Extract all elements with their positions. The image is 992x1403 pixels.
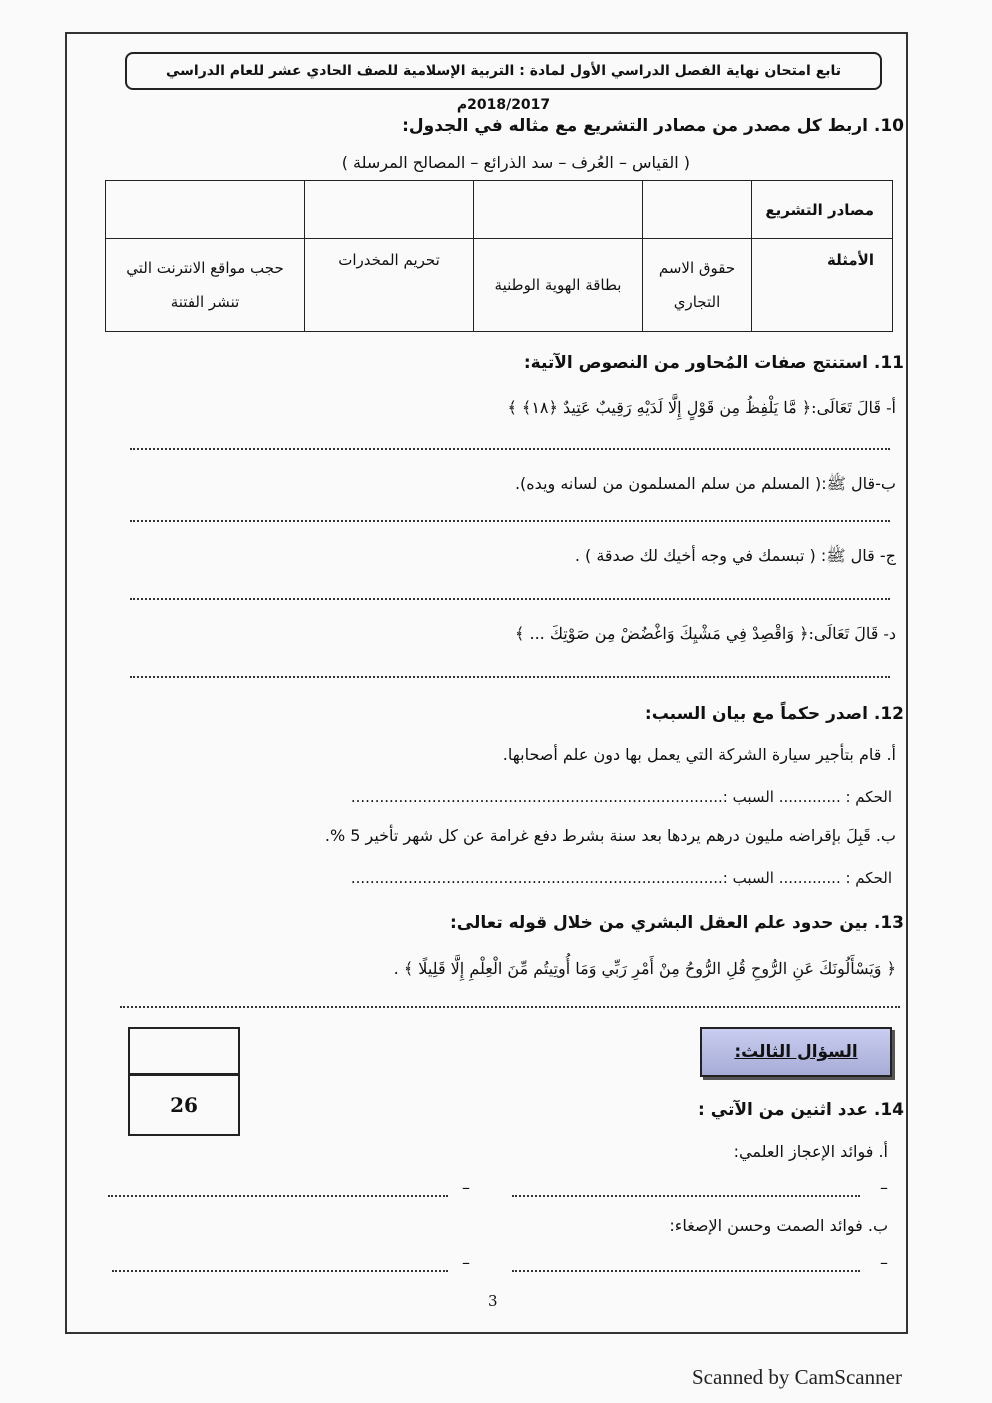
- q14-b: ب. فوائد الصمت وحسن الإصغاء:: [669, 1216, 888, 1235]
- answer-cell-2[interactable]: [474, 181, 643, 239]
- dash: –: [462, 1253, 470, 1272]
- dash: –: [880, 1178, 888, 1197]
- q11-b: ب-قال ﷺ:( المسلم من سلم المسلمون من لسانه ويده).: [514, 474, 896, 493]
- q14-a: أ. فوائد الإعجاز العلمي:: [733, 1142, 888, 1161]
- answer-cell-1[interactable]: [643, 181, 752, 239]
- answer-line[interactable]: [112, 1270, 448, 1272]
- example-cell: بطاقة الهوية الوطنية: [474, 239, 643, 332]
- q10-options: ( القياس – العُرف – سد الذرائع – المصالح المرسلة ): [341, 153, 690, 172]
- score-earned-cell[interactable]: [130, 1029, 238, 1076]
- dash: –: [880, 1253, 888, 1272]
- examples-header-cell: الأمثلة: [752, 239, 893, 332]
- scanner-watermark: Scanned by CamScanner: [692, 1365, 902, 1389]
- q12-title: 12. اصدر حكماً مع بيان السبب:: [644, 704, 904, 724]
- exam-header: تابع امتحان نهاية الفصل الدراسي الأول لمادة : التربية الإسلامية للصف الحادي عشر للعام الدراسي 2018/2017م: [125, 52, 882, 90]
- example-cell: حجب مواقع الانترنت التي تنشر الفتنة: [106, 239, 305, 332]
- section-three-label: السؤال الثالث:: [700, 1027, 892, 1077]
- q11-c: ج- قال ﷺ: ( تبسمك في وجه أخيك لك صدقة ) .: [574, 546, 896, 565]
- page-number: 3: [488, 1292, 498, 1310]
- answer-line[interactable]: [130, 598, 890, 600]
- answer-line[interactable]: [512, 1195, 860, 1197]
- q13-verse: ﴿ وَيَسْأَلُونَكَ عَنِ الرُّوحِ قُلِ الرُّوحُ مِنْ أَمْرِ رَبِّي وَمَا أُوتِيتُم مِّنَ الْعِلْمِ إِلَّا قَلِيلًا ﴾ .: [393, 959, 896, 978]
- q11-title: 11. استنتج صفات المُحاور من النصوص الآتية:: [523, 353, 904, 373]
- answer-line[interactable]: [130, 448, 890, 450]
- q10-title: 10. اربط كل مصدر من مصادر التشريع مع مثاله في الجدول:: [402, 116, 904, 136]
- q13-title: 13. بين حدود علم العقل البشري من خلال قوله تعالى:: [449, 913, 904, 933]
- score-box: [128, 1027, 240, 1136]
- answer-cell-3[interactable]: [305, 181, 474, 239]
- score-total: 26: [170, 1093, 198, 1117]
- example-cell: تحريم المخدرات: [305, 239, 474, 332]
- dash: –: [462, 1178, 470, 1197]
- example-cell: حقوق الاسم التجاري: [643, 239, 752, 332]
- sources-header-cell: مصادر التشريع: [752, 181, 893, 239]
- q12-a-answer[interactable]: الحكم : ............. السبب :..............................................................................: [350, 788, 892, 806]
- answer-line[interactable]: [108, 1195, 448, 1197]
- q11-a: أ- قَالَ تَعَالَى:﴿ مَّا يَلْفِظُ مِن قَوْلٍ إِلَّا لَدَيْهِ رَقِيبٌ عَتِيدٌ ﴿١٨﴾ ﴾: [507, 398, 896, 417]
- q14-title: 14. عدد اثنين من الآتي :: [698, 1100, 904, 1120]
- q11-d: د- قَالَ تَعَالَى:﴿ وَاقْصِدْ فِي مَشْيِكَ وَاغْضُضْ مِن صَوْتِكَ ... ﴾: [515, 624, 896, 643]
- answer-line[interactable]: [130, 676, 890, 678]
- q12-b-answer[interactable]: الحكم : ............. السبب :..............................................................................: [350, 869, 892, 887]
- sources-table: [105, 180, 893, 332]
- answer-cell-4[interactable]: [106, 181, 305, 239]
- answer-line[interactable]: [120, 1006, 900, 1008]
- answer-line[interactable]: [512, 1270, 860, 1272]
- q12-a: أ. قام بتأجير سيارة الشركة التي يعمل بها دون علم أصحابها.: [502, 745, 896, 764]
- q12-b: ب. قَبِلَ بإقراضه مليون درهم يردها بعد سنة بشرط دفع غرامة عن كل شهر تأخير 5 %.: [324, 826, 896, 845]
- answer-line[interactable]: [130, 520, 890, 522]
